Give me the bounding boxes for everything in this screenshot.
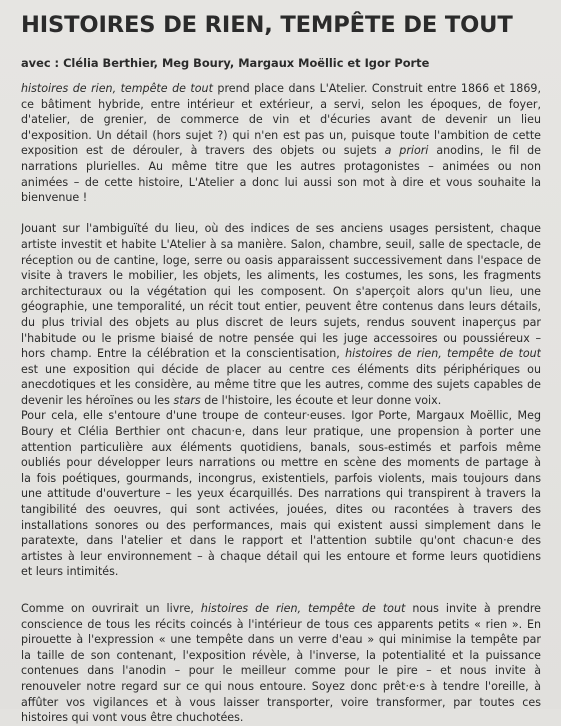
text-line: Jouant sur l'ambiguïté du lieu, où des indices de ses anciens usages persistent, chaque (21, 222, 541, 236)
text-line: installations sonores ou des performances, mais qui existent aussi simplement dans le (21, 518, 541, 532)
text-line: oubliés pour développer leurs narrations ou mettre en scène des moments de partage à (21, 456, 541, 470)
paragraph-4 (21, 601, 541, 726)
exhibition-text (21, 81, 541, 726)
paragraph-1 (21, 81, 541, 206)
text-line: animées – de cette histoire, L'Atelier a donc lui aussi son mot à dire et vous souhaite la (21, 175, 541, 189)
text-line: d'exposition. Un détail (hors sujet ?) qui n'en est pas un, puisque toute l'ambition de cette (21, 128, 541, 142)
text-line: pirouette à l'expression « une tempête dans un verre d'eau » qui minimise la tempête par (21, 633, 541, 647)
paragraph-2 (21, 221, 541, 408)
text-line: réception ou de cantine, loge, serre ou oasis apparaissent successivement dans l'espace de (21, 253, 541, 267)
text-line: artistes à leur environnement – à chaque détail qui les entoure et forme leurs quotidiens (21, 549, 541, 563)
text-line: visite à travers le mobilier, les objets, les aliments, les costumes, les sons, les fragments (21, 269, 541, 283)
text-line: paratexte, dans l'atelier et dans le rapport et l'attention subtile qu'ont chacun·e des (21, 534, 541, 548)
text-line: est une exposition qui décide de placer au centre ces éléments dits périphériques ou (21, 362, 541, 376)
text-line: histoires de rien, tempête de tout prend place dans L'Atelier. Construit entre 1866 et 1869, (21, 82, 541, 95)
text-line: la taille de son contenant, l'exposition révèle, à l'inverse, la potentialité et la puissance (21, 648, 541, 662)
text-line: une attitude d'ouverture – les yeux écarquillés. Des narrations qui transpirent à travers la (21, 487, 541, 501)
text-line: anecdotiques et les considère, au même titre que les autres, comme des sujets capables de (21, 378, 541, 392)
text-line: artiste investit et habite L'Atelier à sa manière. Salon, chambre, seuil, salle de spectacle, de (21, 237, 541, 251)
text-line: Comme on ouvrirait un livre, histoires de rien, tempête de tout nous invite à prendre (21, 602, 541, 615)
text-line: Boury et Clélia Berthier ont chacun·e, dans leur pratique, une propension à porter une (21, 425, 541, 439)
text-line: ce bâtiment hybride, entre intérieur et extérieur, a servi, selon les époques, de foyer, (21, 97, 541, 111)
text-line: devenir les héroïnes ou les stars de l'histoire, les écoute et leur donne voix. (21, 393, 442, 407)
paragraph-3 (21, 408, 541, 580)
text-line: narrations plurielles. Au même titre que les autres protagonistes – animées ou non (21, 159, 541, 173)
text-line: conscience de tous les récits coincés à l'intérieur de tous ces apparents petits « rien ». En (21, 617, 541, 631)
text-line: et leurs intimités. (21, 565, 119, 579)
text-line: d'atelier, de grenier, de commerce de vin et d'écuries avant de devenir un lieu (21, 113, 541, 127)
text-line: histoires qui vont vous être chuchotées. (21, 711, 244, 725)
text-line: attention particulière aux éléments quotidiens, banals, sous-estimés et parfois même (21, 440, 541, 454)
text-line: exposition est de dérouler, à travers des objets ou sujets a priori anodins, le fil de (21, 144, 541, 158)
text-line: Pour cela, elle s'entoure d'une troupe de conteur·euses. Igor Porte, Margaux Moëllic, Meg (21, 409, 541, 423)
exhibition-authors: avec : Clélia Berthier, Meg Boury, Margaux Moëllic et Igor Porte (21, 56, 430, 70)
text-line: hors champ. Entre la célébration et la conscientisation, histoires de rien, tempête de tout (21, 347, 541, 361)
text-line: architecturaux ou la végétation qui les composent. On s'aperçoit alors qu'un lieu, une (21, 284, 541, 298)
text-line: contenues dans l'anodin – pour le meilleur comme pour le pire – et nous invite à (21, 664, 541, 678)
text-line: la fois poétiques, gourmands, incongrus, existentiels, parfois violents, mais toujours dans (21, 471, 541, 485)
text-line: bienvenue ! (21, 191, 88, 205)
text-line: tangibilité des oeuvres, qui sont activées, jouées, dites ou racontées à travers des (21, 503, 541, 517)
text-line: du plus trivial des objets au plus discret de leurs sujets, rendus souvent inaperçus par (21, 315, 541, 329)
text-line: renouveler notre regard sur ce qui nous entoure. Soyez donc prêt·e·s à tendre l'oreille, à (21, 679, 541, 693)
exhibition-title: HISTOIRES DE RIEN, TEMPÊTE DE TOUT (21, 12, 513, 38)
text-line: géographie, une temporalité, un récit tout entier, peuvent être contenus dans leurs détails, (21, 300, 541, 314)
text-line: affûter vos vigilances et à vous laisser transporter, voire transformer, par toutes ces (21, 695, 541, 709)
text-line: l'habitude ou le prisme biaisé de notre pensée qui les juge accessoires ou poussiéreux – (21, 331, 541, 345)
